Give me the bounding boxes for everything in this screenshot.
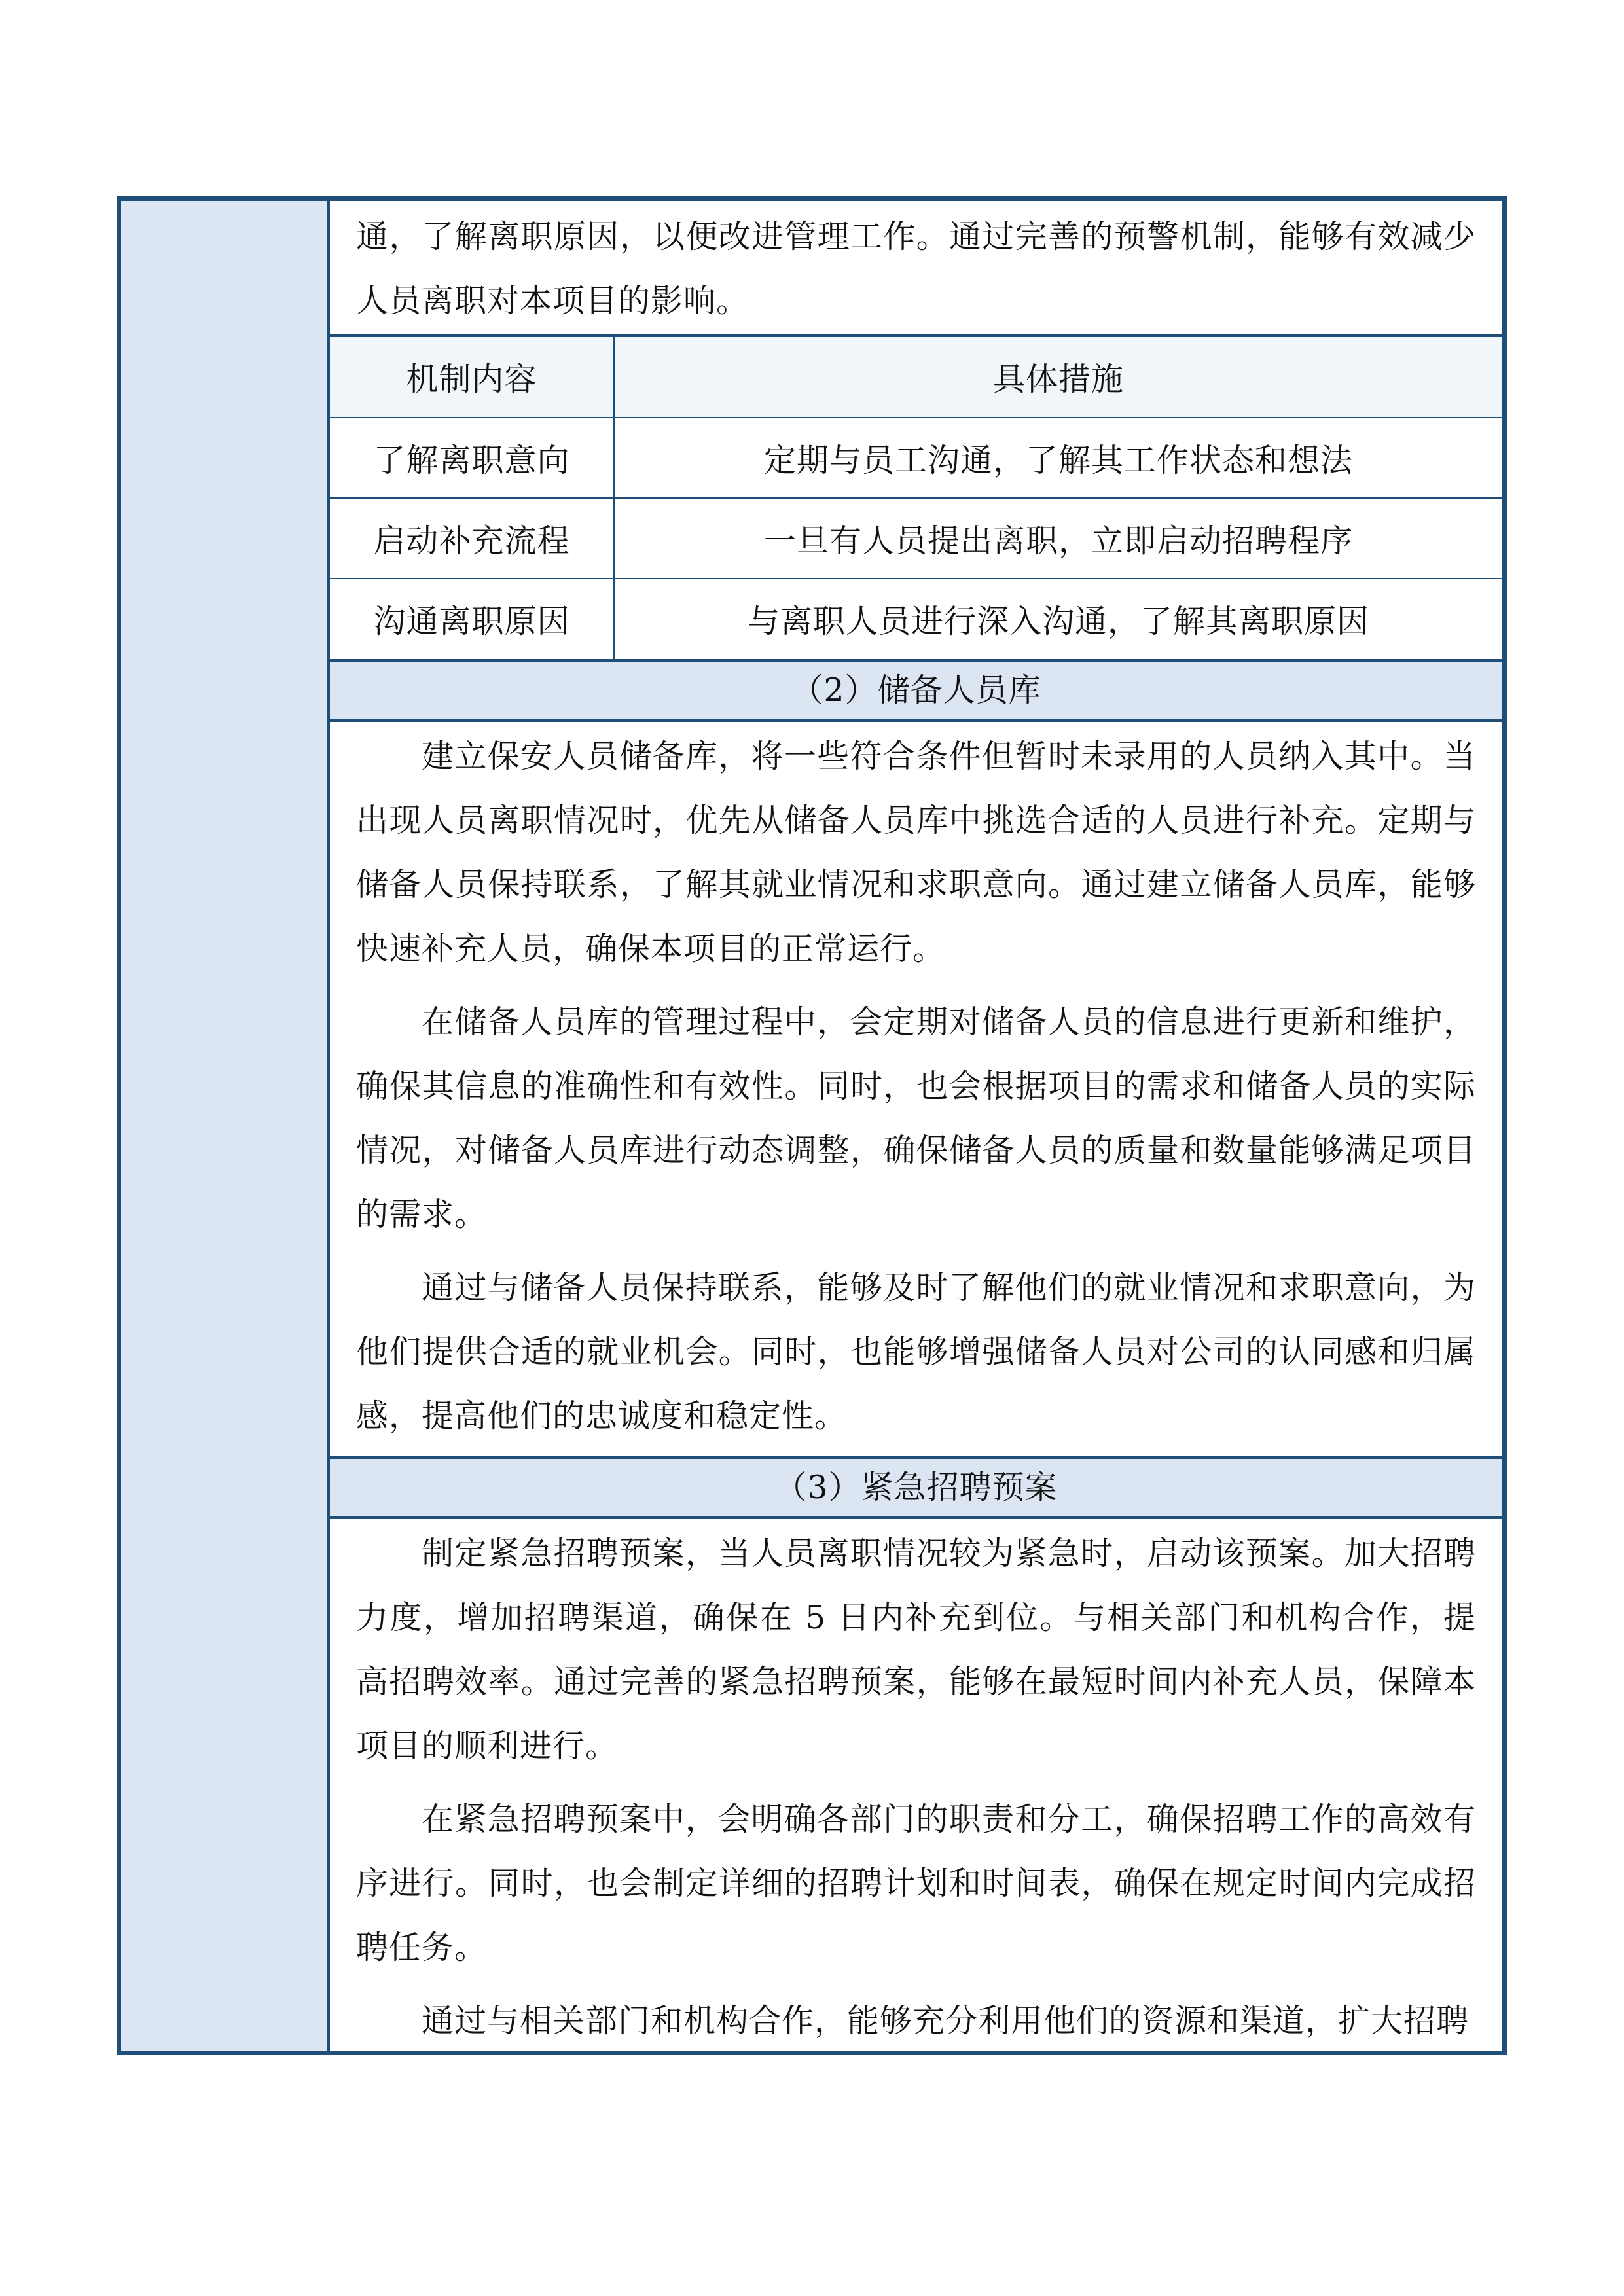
table-row	[330, 418, 1502, 498]
document-frame	[117, 196, 1507, 2055]
table-row	[330, 579, 1502, 659]
intro-paragraph: 通，了解离职原因，以便改进管理工作。通过完善的预警机制，能够有效减少人员离职对本项目的影响。	[356, 218, 1476, 319]
section-heading: （2）储备人员库	[330, 662, 1502, 719]
table-cell: 定期与员工沟通，了解其工作状态和想法	[614, 418, 1502, 498]
table-cell: 启动补充流程	[330, 498, 614, 579]
section3-body	[330, 1519, 1502, 2055]
intro-block	[330, 201, 1502, 334]
paragraph: 通过与相关部门和机构合作，能够充分利用他们的资源和渠道，扩大招聘	[422, 2002, 1470, 2039]
paragraph: 制定紧急招聘预案，当人员离职情况较为紧急时，启动该预案。加大招聘力度，增加招聘渠道，确保在 5 日内补充到位。与相关部门和机构合作，提高招聘效率。通过完善的紧急招聘预案，能够在最短时间内补充人员，保障本项目的顺利进行。	[356, 1535, 1476, 1765]
section-heading: （3）紧急招聘预案	[330, 1459, 1502, 1516]
paragraph: 建立保安人员储备库，将一些符合条件但暂时未录用的人员纳入其中。当出现人员离职情况时，优先从储备人员库中挑选合适的人员进行补充。定期与储备人员保持联系，了解其就业情况和求职意向。通过建立储备人员库，能够快速补充人员，确保本项目的正常运行。	[356, 738, 1476, 967]
table-cell: 沟通离职原因	[330, 579, 614, 659]
table-cell: 了解离职意向	[330, 418, 614, 498]
table-cell: 一旦有人员提出离职，立即启动招聘程序	[614, 498, 1502, 579]
section2-body	[330, 722, 1502, 1450]
table-header-cell: 具体措施	[614, 337, 1502, 418]
table-cell: 与离职人员进行深入沟通，了解其离职原因	[747, 603, 1369, 640]
left-label-column	[121, 201, 330, 2051]
paragraph: 在紧急招聘预案中，会明确各部门的职责和分工，确保招聘工作的高效有序进行。同时，也会制定详细的招聘计划和时间表，确保在规定时间内完成招聘任务。	[356, 1801, 1476, 1966]
paragraph: 在储备人员库的管理过程中，会定期对储备人员的信息进行更新和维护，确保其信息的准确性和有效性。同时，也会根据项目的需求和储备人员的实际情况，对储备人员库进行动态调整，确保储备人员的质量和数量能够满足项目的需求。	[356, 1003, 1476, 1233]
content-column	[330, 201, 1502, 2051]
table-row	[330, 498, 1502, 579]
mechanism-table	[330, 337, 1502, 659]
paragraph: 通过与储备人员保持联系，能够及时了解他们的就业情况和求职意向，为他们提供合适的就业机会。同时，也能够增强储备人员对公司的认同感和归属感，提高他们的忠诚度和稳定性。	[356, 1269, 1476, 1435]
table-header-row	[330, 337, 1502, 418]
table-header-cell: 机制内容	[330, 337, 614, 418]
